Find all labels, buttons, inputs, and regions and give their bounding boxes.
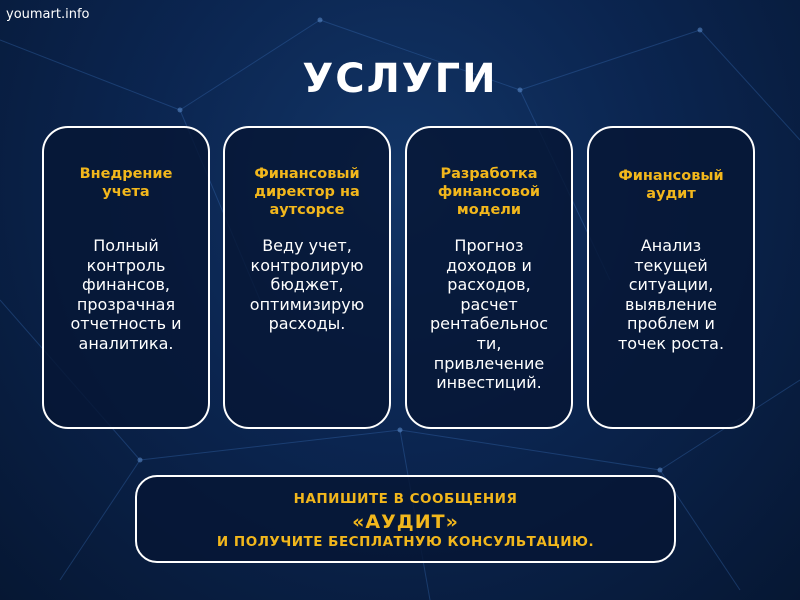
service-card-financial-audit <box>587 126 755 429</box>
service-card-accounting <box>42 126 210 429</box>
call-to-action-box <box>135 475 676 563</box>
service-description: Веду учет, контролирую бюджет, оптимизирую расходы. <box>249 236 365 334</box>
service-card-financial-model <box>405 126 573 429</box>
cta-keyword: «АУДИТ» <box>352 511 459 533</box>
service-title: Разработка финансовой модели <box>437 166 541 218</box>
service-title: Внедрение учета <box>79 166 173 200</box>
watermark: youmart.info <box>6 7 90 22</box>
cta-line-3: И ПОЛУЧИТЕ БЕСПЛАТНУЮ КОНСУЛЬТАЦИЮ. <box>216 534 595 550</box>
service-description: Прогноз доходов и расходов, расчет рентабельнос ти, привлечение инвестиций. <box>430 236 548 393</box>
service-card-outsourced-cfo <box>223 126 391 429</box>
cta-line-1: НАПИШИТЕ В СООБЩЕНИЯ <box>293 491 518 507</box>
page-title: УСЛУГИ <box>302 56 498 102</box>
service-description: Анализ текущей ситуации, выявление проблем и точек роста. <box>617 236 725 353</box>
service-title: Финансовый аудит <box>618 168 724 202</box>
service-description: Полный контроль финансов, прозрачная отчетность и аналитика. <box>70 236 182 353</box>
service-title: Финансовый директор на аутсорсе <box>254 166 360 218</box>
